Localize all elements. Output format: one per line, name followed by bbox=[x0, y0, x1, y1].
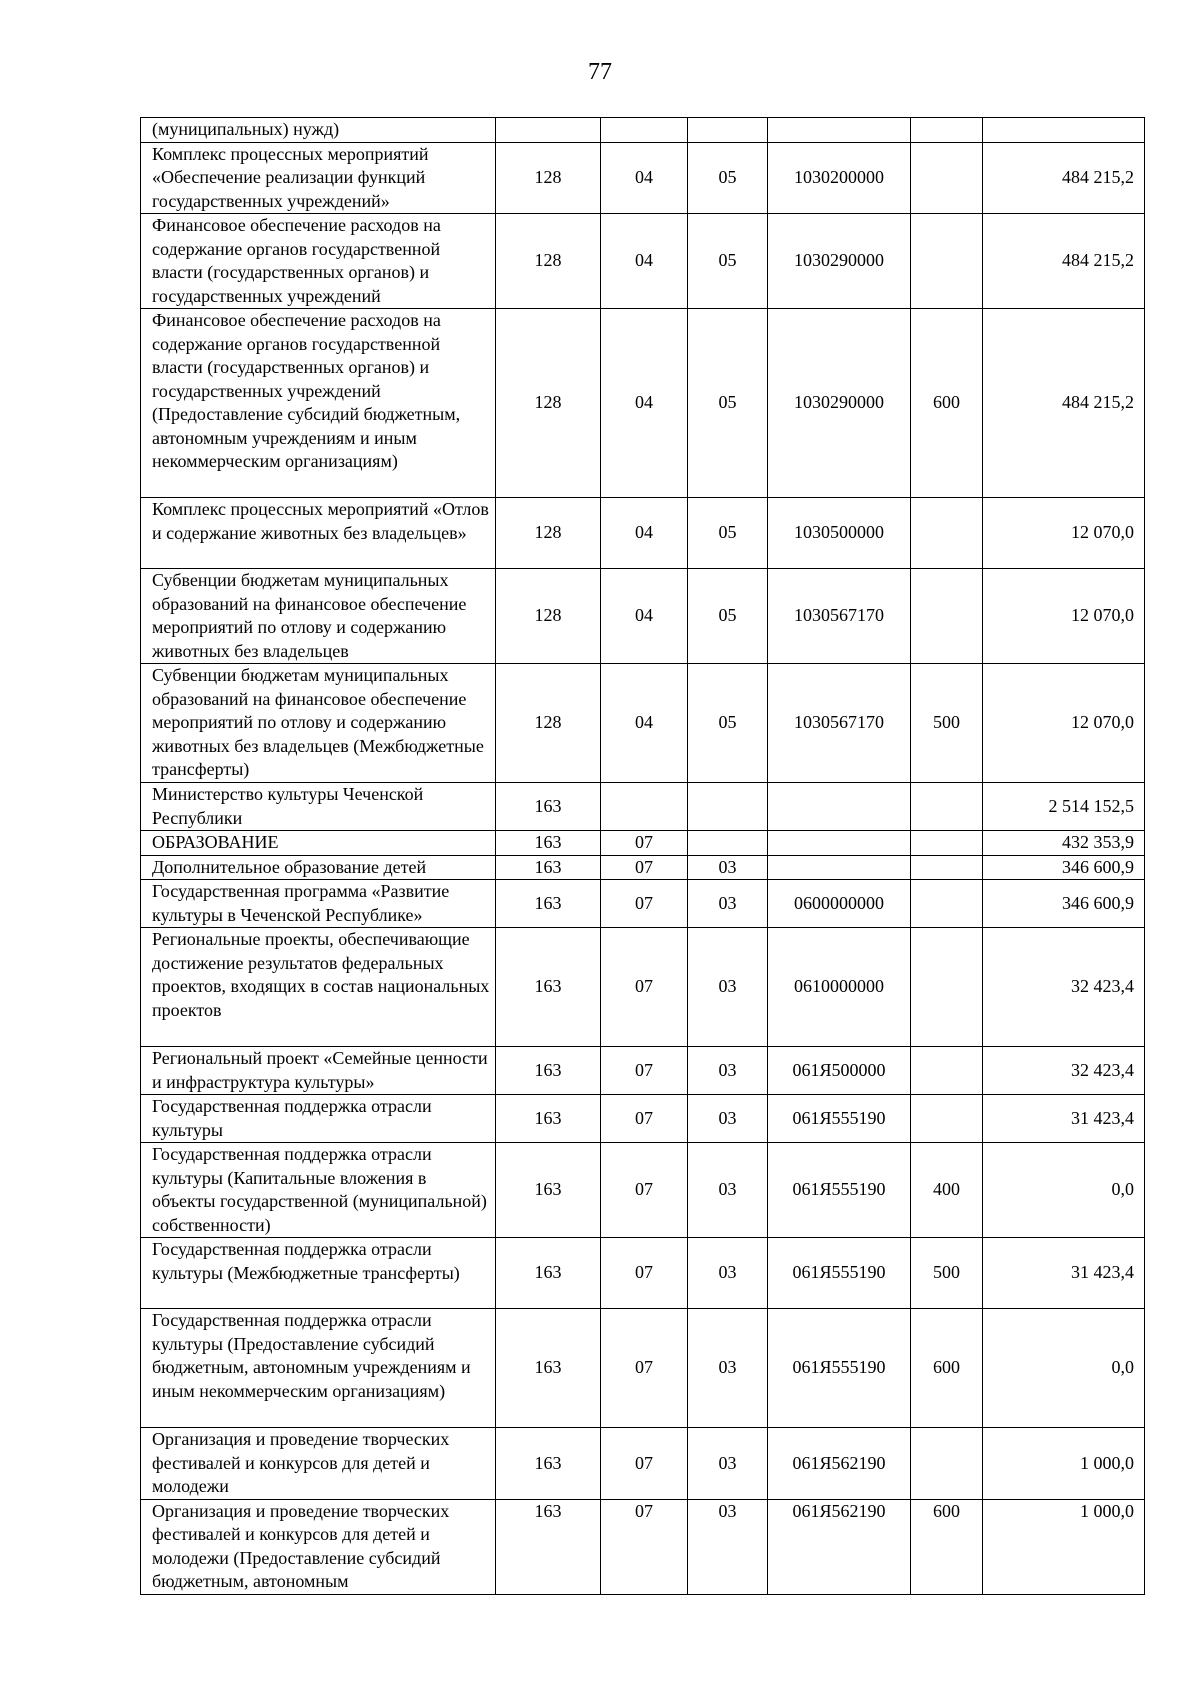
row-name: Государственная поддержка отрасли культуры (Межбюджетные трансферты) bbox=[141, 1238, 496, 1309]
row-rz: 07 bbox=[601, 855, 688, 880]
row-pr bbox=[688, 831, 768, 856]
row-sum: 0,0 bbox=[983, 1143, 1145, 1238]
row-pr: 03 bbox=[688, 1095, 768, 1143]
row-vr: 600 bbox=[911, 1499, 983, 1594]
row-sum: 346 600,9 bbox=[983, 880, 1145, 928]
table-row bbox=[141, 1095, 1145, 1143]
row-csr: 1030500000 bbox=[768, 498, 911, 569]
row-rz: 07 bbox=[601, 1238, 688, 1309]
row-gr: 163 bbox=[496, 831, 601, 856]
row-csr bbox=[768, 783, 911, 831]
row-name: Финансовое обеспечение расходов на содержание органов государственной власти (государственных органов) и государственных учреждений bbox=[141, 214, 496, 309]
row-csr bbox=[768, 118, 911, 143]
table-row bbox=[141, 309, 1145, 498]
row-name: Региональные проекты, обеспечивающие достижение результатов федеральных проектов, входящих в состав национальных проектов bbox=[141, 928, 496, 1047]
row-vr: 400 bbox=[911, 1143, 983, 1238]
row-sum: 2 514 152,5 bbox=[983, 783, 1145, 831]
row-name: (муниципальных) нужд) bbox=[141, 118, 496, 143]
row-rz: 07 bbox=[601, 831, 688, 856]
table-row bbox=[141, 855, 1145, 880]
row-sum: 1 000,0 bbox=[983, 1428, 1145, 1500]
row-pr: 03 bbox=[688, 855, 768, 880]
row-csr: 061Я555190 bbox=[768, 1095, 911, 1143]
row-vr bbox=[911, 142, 983, 214]
row-name: Организация и проведение творческих фестивалей и конкурсов для детей и молодежи (Предоставление субсидий бюджетным, автономным bbox=[141, 1499, 496, 1594]
row-vr bbox=[911, 880, 983, 928]
page-number: 77 bbox=[588, 59, 612, 85]
row-vr bbox=[911, 928, 983, 1047]
row-sum: 32 423,4 bbox=[983, 1047, 1145, 1095]
row-pr: 05 bbox=[688, 142, 768, 214]
row-csr bbox=[768, 855, 911, 880]
row-vr: 500 bbox=[911, 664, 983, 783]
table-row bbox=[141, 783, 1145, 831]
table-row bbox=[141, 498, 1145, 569]
row-rz: 04 bbox=[601, 309, 688, 498]
budget-table bbox=[140, 117, 1145, 1595]
row-gr: 163 bbox=[496, 1499, 601, 1594]
row-csr: 0610000000 bbox=[768, 928, 911, 1047]
row-pr: 03 bbox=[688, 1143, 768, 1238]
row-gr: 163 bbox=[496, 1238, 601, 1309]
row-pr: 05 bbox=[688, 498, 768, 569]
row-vr bbox=[911, 1047, 983, 1095]
row-csr: 1030290000 bbox=[768, 309, 911, 498]
row-name: Государственная программа «Развитие культуры в Чеченской Республике» bbox=[141, 880, 496, 928]
row-gr: 128 bbox=[496, 309, 601, 498]
row-pr: 05 bbox=[688, 664, 768, 783]
row-pr: 03 bbox=[688, 1238, 768, 1309]
row-pr: 05 bbox=[688, 569, 768, 664]
table-row bbox=[141, 1047, 1145, 1095]
row-gr: 128 bbox=[496, 664, 601, 783]
row-sum: 484 215,2 bbox=[983, 309, 1145, 498]
row-csr: 061Я555190 bbox=[768, 1309, 911, 1428]
row-rz: 07 bbox=[601, 1095, 688, 1143]
table-row bbox=[141, 1428, 1145, 1500]
row-vr bbox=[911, 118, 983, 143]
row-rz: 04 bbox=[601, 569, 688, 664]
row-sum: 0,0 bbox=[983, 1309, 1145, 1428]
row-rz: 07 bbox=[601, 1309, 688, 1428]
row-sum: 31 423,4 bbox=[983, 1095, 1145, 1143]
row-csr bbox=[768, 831, 911, 856]
table-row bbox=[141, 1499, 1145, 1594]
row-rz: 07 bbox=[601, 1428, 688, 1500]
row-rz: 07 bbox=[601, 1143, 688, 1238]
row-rz: 07 bbox=[601, 1047, 688, 1095]
row-gr: 163 bbox=[496, 880, 601, 928]
row-vr bbox=[911, 498, 983, 569]
row-csr: 1030567170 bbox=[768, 664, 911, 783]
row-name: ОБРАЗОВАНИЕ bbox=[141, 831, 496, 856]
row-pr: 05 bbox=[688, 214, 768, 309]
row-name: Государственная поддержка отрасли культуры (Капитальные вложения в объекты государственной (муниципальной) собственности) bbox=[141, 1143, 496, 1238]
row-gr: 163 bbox=[496, 1428, 601, 1500]
row-pr: 03 bbox=[688, 1309, 768, 1428]
row-csr: 061Я562190 bbox=[768, 1499, 911, 1594]
row-sum: 12 070,0 bbox=[983, 498, 1145, 569]
row-name: Финансовое обеспечение расходов на содержание органов государственной власти (государственных органов) и государственных учреждений (Предоставление субсидий бюджетным, автономным учреждениям и иным некоммерческим организациям) bbox=[141, 309, 496, 498]
row-gr: 163 bbox=[496, 855, 601, 880]
table-row bbox=[141, 118, 1145, 143]
row-csr: 061Я555190 bbox=[768, 1143, 911, 1238]
row-vr bbox=[911, 831, 983, 856]
row-name: Субвенции бюджетам муниципальных образований на финансовое обеспечение мероприятий по отлову и содержанию животных без владельцев (Межбюджетные трансферты) bbox=[141, 664, 496, 783]
row-vr bbox=[911, 855, 983, 880]
row-csr: 061Я555190 bbox=[768, 1238, 911, 1309]
row-sum: 32 423,4 bbox=[983, 928, 1145, 1047]
row-vr bbox=[911, 1428, 983, 1500]
row-vr: 600 bbox=[911, 309, 983, 498]
row-vr bbox=[911, 783, 983, 831]
row-gr: 163 bbox=[496, 1047, 601, 1095]
table-row bbox=[141, 214, 1145, 309]
row-rz bbox=[601, 118, 688, 143]
row-name: Комплекс процессных мероприятий «Отлов и содержание животных без владельцев» bbox=[141, 498, 496, 569]
row-gr: 128 bbox=[496, 569, 601, 664]
row-csr: 061Я562190 bbox=[768, 1428, 911, 1500]
row-name: Организация и проведение творческих фестивалей и конкурсов для детей и молодежи bbox=[141, 1428, 496, 1500]
row-rz: 04 bbox=[601, 664, 688, 783]
row-gr: 163 bbox=[496, 928, 601, 1047]
table-row bbox=[141, 831, 1145, 856]
row-rz bbox=[601, 783, 688, 831]
row-sum: 12 070,0 bbox=[983, 569, 1145, 664]
row-vr: 600 bbox=[911, 1309, 983, 1428]
table-row bbox=[141, 1238, 1145, 1309]
row-name: Государственная поддержка отрасли культуры bbox=[141, 1095, 496, 1143]
row-pr: 03 bbox=[688, 1047, 768, 1095]
row-gr: 128 bbox=[496, 498, 601, 569]
table-row bbox=[141, 569, 1145, 664]
row-gr: 163 bbox=[496, 1143, 601, 1238]
row-gr: 163 bbox=[496, 1309, 601, 1428]
row-sum: 484 215,2 bbox=[983, 142, 1145, 214]
row-name: Министерство культуры Чеченской Республики bbox=[141, 783, 496, 831]
row-name: Государственная поддержка отрасли культуры (Предоставление субсидий бюджетным, автономным учреждениям и иным некоммерческим организациям) bbox=[141, 1309, 496, 1428]
row-gr: 128 bbox=[496, 142, 601, 214]
row-csr: 061Я500000 bbox=[768, 1047, 911, 1095]
row-rz: 04 bbox=[601, 142, 688, 214]
row-gr: 163 bbox=[496, 783, 601, 831]
row-rz: 04 bbox=[601, 498, 688, 569]
table-row bbox=[141, 1309, 1145, 1428]
row-name: Региональный проект «Семейные ценности и инфраструктура культуры» bbox=[141, 1047, 496, 1095]
row-gr: 128 bbox=[496, 214, 601, 309]
row-rz: 07 bbox=[601, 928, 688, 1047]
row-sum: 484 215,2 bbox=[983, 214, 1145, 309]
table-row bbox=[141, 880, 1145, 928]
row-sum: 12 070,0 bbox=[983, 664, 1145, 783]
table-row bbox=[141, 928, 1145, 1047]
row-rz: 07 bbox=[601, 1499, 688, 1594]
row-name: Субвенции бюджетам муниципальных образований на финансовое обеспечение мероприятий по отлову и содержанию животных без владельцев bbox=[141, 569, 496, 664]
row-gr: 163 bbox=[496, 1095, 601, 1143]
row-sum: 432 353,9 bbox=[983, 831, 1145, 856]
row-pr: 03 bbox=[688, 928, 768, 1047]
row-csr: 1030200000 bbox=[768, 142, 911, 214]
row-vr: 500 bbox=[911, 1238, 983, 1309]
row-pr: 05 bbox=[688, 309, 768, 498]
table-row bbox=[141, 1143, 1145, 1238]
row-csr: 1030290000 bbox=[768, 214, 911, 309]
row-name: Дополнительное образование детей bbox=[141, 855, 496, 880]
row-pr: 03 bbox=[688, 1499, 768, 1594]
row-csr: 1030567170 bbox=[768, 569, 911, 664]
table-row bbox=[141, 142, 1145, 214]
row-sum: 31 423,4 bbox=[983, 1238, 1145, 1309]
row-vr bbox=[911, 1095, 983, 1143]
row-pr bbox=[688, 118, 768, 143]
row-sum: 346 600,9 bbox=[983, 855, 1145, 880]
row-sum: 1 000,0 bbox=[983, 1499, 1145, 1594]
row-csr: 0600000000 bbox=[768, 880, 911, 928]
row-rz: 07 bbox=[601, 880, 688, 928]
row-pr bbox=[688, 783, 768, 831]
row-vr bbox=[911, 569, 983, 664]
table-row bbox=[141, 664, 1145, 783]
row-gr bbox=[496, 118, 601, 143]
row-vr bbox=[911, 214, 983, 309]
row-pr: 03 bbox=[688, 880, 768, 928]
row-name: Комплекс процессных мероприятий «Обеспечение реализации функций государственных учреждений» bbox=[141, 142, 496, 214]
row-rz: 04 bbox=[601, 214, 688, 309]
row-sum bbox=[983, 118, 1145, 143]
row-pr: 03 bbox=[688, 1428, 768, 1500]
